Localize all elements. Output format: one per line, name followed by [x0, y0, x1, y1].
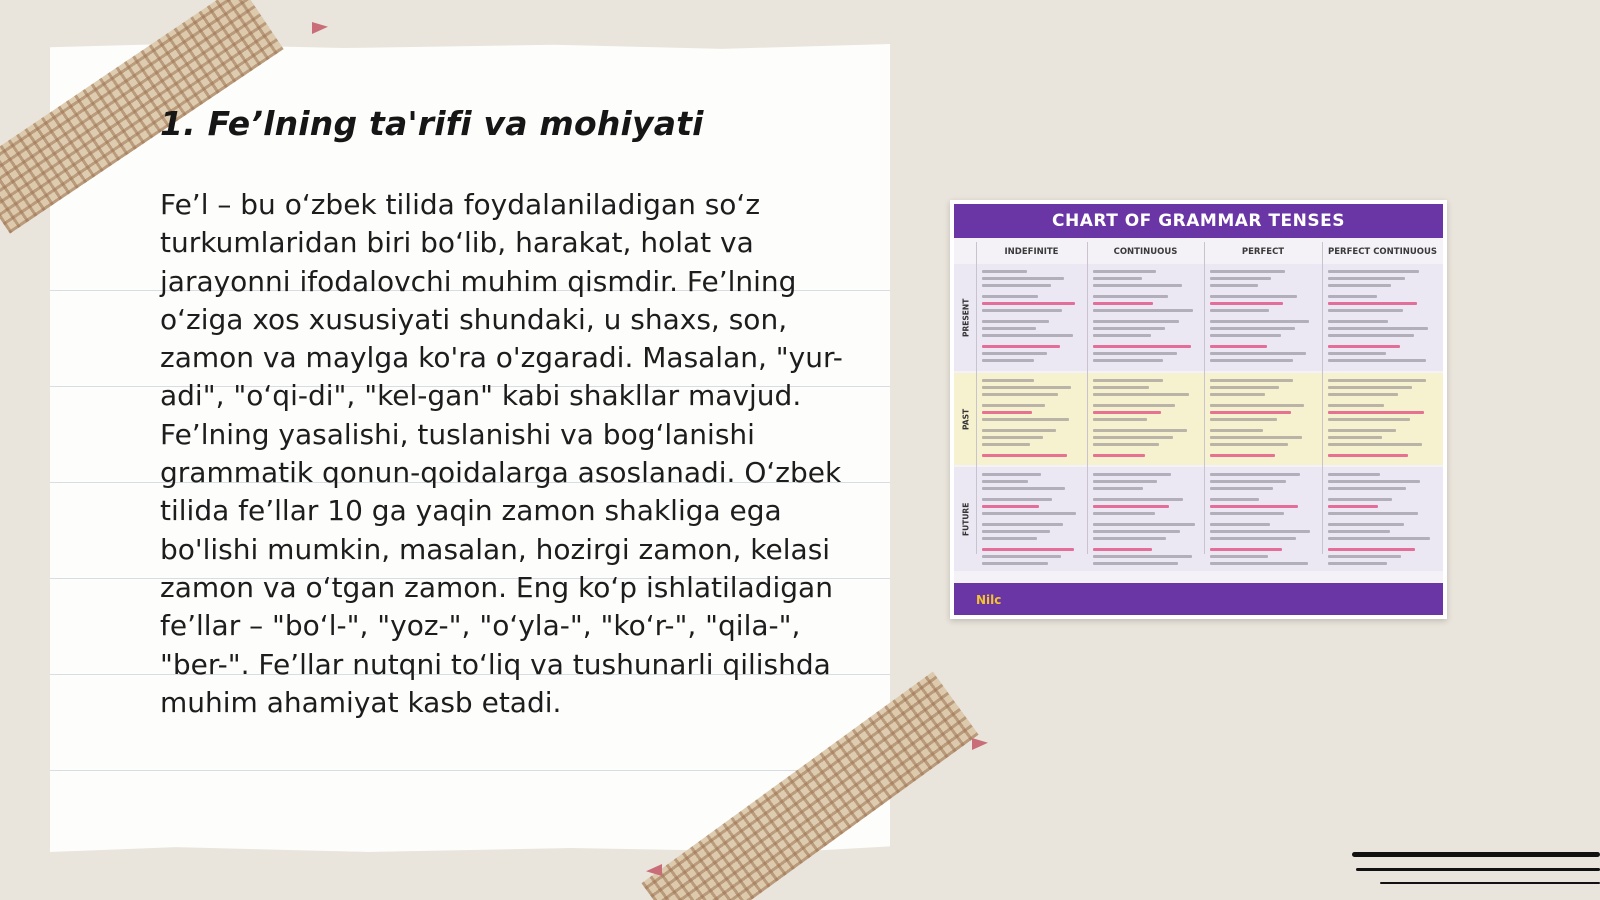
decorative-line	[1352, 852, 1600, 857]
chart-fine-print-line	[1328, 302, 1417, 305]
chart-fine-print-line	[1210, 352, 1306, 355]
chart-fine-print-line	[1093, 320, 1179, 323]
chart-fine-print-line	[982, 411, 1032, 414]
chart-fine-print-line	[982, 548, 1074, 551]
chart-fine-print-line	[1093, 473, 1171, 476]
chart-fine-print-line	[1093, 555, 1192, 558]
chart-fine-print-line	[982, 309, 1062, 312]
chart-fine-print-line	[1210, 480, 1286, 483]
chart-fine-print-line	[1210, 418, 1277, 421]
chart-fine-print-line	[1328, 480, 1420, 483]
chart-fine-print-line	[1093, 523, 1195, 526]
chart-fine-print-line	[982, 352, 1047, 355]
chart-fine-print-line	[1093, 436, 1173, 439]
chart-row-label-past: PAST	[961, 408, 971, 430]
chart-fine-print-line	[1328, 334, 1414, 337]
chart-fine-print-line	[982, 454, 1067, 457]
chart-fine-print-line	[1210, 295, 1297, 298]
chart-fine-print-line	[1328, 379, 1426, 382]
chart-image-content	[954, 204, 1443, 615]
chart-fine-print-line	[1210, 379, 1293, 382]
chart-column-perfect: PERFECT	[1241, 247, 1285, 257]
chart-fine-print-line	[982, 562, 1048, 565]
chart-fine-print-line	[1093, 443, 1159, 446]
chart-fine-print-line	[1210, 302, 1283, 305]
chart-fine-print-line	[982, 393, 1058, 396]
chart-fine-print-line	[1210, 537, 1296, 540]
chart-fine-print-line	[1210, 393, 1265, 396]
chart-fine-print-line	[1093, 334, 1151, 337]
tape-end-decoration	[972, 738, 988, 750]
chart-fine-print-line	[982, 480, 1028, 483]
chart-fine-print-line	[1328, 505, 1378, 508]
chart-fine-print-line	[1093, 562, 1178, 565]
chart-fine-print-line	[1210, 270, 1285, 273]
chart-fine-print-line	[982, 359, 1034, 362]
chart-fine-print-line	[1093, 454, 1145, 457]
chart-image-header: CHART OF GRAMMAR TENSES	[954, 204, 1443, 238]
chart-fine-print-line	[1328, 411, 1424, 414]
slide-body-text: Fe’l – bu o‘zbek tilida foydalaniladigan so‘z turkumlaridan biri bo‘lib, harakat, holat va jarayonni ifodalovchi muhim qismdir. Fe’lning o‘ziga xos xususiyati shundaki, u shaxs, son, zamon va maylga ko'ra o'zgaradi. Masalan, "yur-adi", "o‘qi-di", "kel-gan" kabi shakllar mavjud. Fe’lning yasalishi, tuslanishi va bog‘lanishi grammatik qonun-qoidalarga asoslanadi. O‘zbek tilida fe’llar 10 ga yaqin zamon shakliga ega bo'lishi mumkin, masalan, hozirgi zamon, kelasi zamon va o‘tgan zamon. Eng ko‘p ishlatiladigan fe’llar – "bo‘l-", "yoz-", "o‘yla-", "ko‘r-", "qila-", "ber-". Fe’llar nutqni to‘liq va tushunarli qilishda muhim ahamiyat kasb etadi.	[160, 188, 843, 719]
chart-fine-print-line	[1328, 487, 1406, 490]
chart-fine-print-line	[1328, 555, 1401, 558]
chart-fine-print-line	[1210, 277, 1271, 280]
chart-fine-print-line	[1328, 443, 1422, 446]
chart-fine-print-line	[1093, 327, 1165, 330]
chart-fine-print-line	[1093, 295, 1168, 298]
chart-fine-print-line	[1093, 429, 1187, 432]
chart-fine-print-line	[1093, 505, 1169, 508]
chart-fine-print-line	[982, 327, 1036, 330]
tape-end-decoration	[312, 22, 328, 34]
chart-fine-print-line	[1328, 345, 1400, 348]
chart-fine-print-line	[1210, 411, 1291, 414]
chart-fine-print-line	[1210, 473, 1300, 476]
chart-fine-print-line	[1210, 386, 1279, 389]
chart-fine-print-line	[1328, 309, 1403, 312]
chart-fine-print-line	[1328, 320, 1388, 323]
chart-fine-print-line	[982, 530, 1050, 533]
chart-fine-print-line	[1328, 530, 1390, 533]
chart-fine-print-line	[982, 334, 1073, 337]
chart-grid-line	[1087, 242, 1088, 554]
decorative-line	[1356, 868, 1600, 871]
chart-fine-print-line	[982, 505, 1039, 508]
chart-fine-print-line	[1093, 548, 1152, 551]
chart-fine-print-line	[1210, 454, 1275, 457]
chart-fine-print-line	[1093, 277, 1142, 280]
chart-fine-print-line	[1328, 512, 1418, 515]
chart-fine-print-line	[1328, 418, 1410, 421]
chart-fine-print-line	[982, 379, 1034, 382]
chart-column-indefinite: INDEFINITE	[1004, 247, 1059, 257]
slide-title: 1. Fe’lning ta'rifi va mohiyati	[160, 104, 704, 143]
nilc-logo: Nilc	[976, 593, 1002, 607]
chart-fine-print-line	[982, 320, 1049, 323]
chart-fine-print-line	[1210, 523, 1270, 526]
chart-fine-print-line	[1210, 309, 1269, 312]
chart-fine-print-line	[1093, 345, 1191, 348]
chart-fine-print-line	[1210, 555, 1268, 558]
chart-fine-print-line	[1093, 379, 1163, 382]
chart-fine-print-line	[982, 443, 1030, 446]
chart-fine-print-line	[1328, 404, 1384, 407]
chart-fine-print-line	[1328, 523, 1404, 526]
chart-fine-print-line	[1210, 320, 1309, 323]
chart-fine-print-line	[1093, 302, 1153, 305]
chart-fine-print-line	[1093, 404, 1175, 407]
chart-row-label-present: PRESENT	[961, 298, 971, 337]
chart-fine-print-line	[1328, 359, 1426, 362]
chart-fine-print-line	[1328, 284, 1391, 287]
chart-fine-print-line	[1093, 386, 1149, 389]
chart-fine-print-line	[1328, 562, 1387, 565]
chart-fine-print-line	[1093, 480, 1157, 483]
chart-fine-print-line	[982, 498, 1052, 501]
chart-fine-print-line	[1093, 270, 1156, 273]
chart-fine-print-line	[1093, 284, 1182, 287]
chart-grid-line	[1322, 242, 1323, 554]
chart-fine-print-line	[982, 512, 1076, 515]
chart-fine-print-line	[1093, 359, 1163, 362]
chart-fine-print-line	[982, 418, 1069, 421]
chart-fine-print-line	[1328, 537, 1430, 540]
chart-fine-print-line	[1093, 487, 1143, 490]
chart-fine-print-line	[982, 555, 1061, 558]
chart-grid-line	[976, 242, 977, 554]
chart-fine-print-line	[1210, 530, 1310, 533]
chart-fine-print-line	[1328, 454, 1408, 457]
chart-fine-print-line	[1093, 411, 1161, 414]
chart-fine-print-line	[1328, 352, 1386, 355]
chart-fine-print-line	[1210, 359, 1293, 362]
chart-fine-print-line	[1210, 404, 1304, 407]
chart-fine-print-line	[1210, 327, 1295, 330]
chart-fine-print-line	[982, 270, 1027, 273]
chart-image-footer	[954, 583, 1443, 615]
chart-fine-print-line	[1210, 334, 1281, 337]
chart-fine-print-line	[1093, 537, 1166, 540]
chart-fine-print-line	[982, 404, 1045, 407]
chart-fine-print-line	[1210, 345, 1267, 348]
chart-fine-print-line	[1093, 393, 1189, 396]
chart-column-continuous: CONTINUOUS	[1113, 247, 1178, 257]
chart-fine-print-line	[1328, 270, 1419, 273]
chart-fine-print-line	[1210, 505, 1298, 508]
chart-fine-print-line	[982, 487, 1065, 490]
chart-fine-print-line	[1328, 295, 1377, 298]
chart-fine-print-line	[1210, 487, 1273, 490]
chart-fine-print-line	[1210, 548, 1282, 551]
chart-fine-print-line	[1210, 443, 1288, 446]
paper-rule	[50, 770, 890, 771]
chart-fine-print-line	[1210, 429, 1263, 432]
grammar-tenses-chart-image	[950, 200, 1447, 619]
chart-fine-print-line	[1093, 352, 1177, 355]
chart-fine-print-line	[1328, 386, 1412, 389]
chart-fine-print-line	[1210, 284, 1258, 287]
chart-grid-line	[1204, 242, 1205, 554]
chart-fine-print-line	[982, 429, 1056, 432]
decorative-line	[1380, 882, 1600, 884]
chart-fine-print-line	[1210, 436, 1302, 439]
chart-fine-print-line	[1093, 418, 1147, 421]
chart-row-label-future: FUTURE	[961, 502, 971, 536]
chart-fine-print-line	[1328, 498, 1392, 501]
chart-fine-print-line	[1210, 512, 1284, 515]
chart-fine-print-line	[982, 284, 1051, 287]
chart-fine-print-line	[982, 473, 1041, 476]
chart-fine-print-line	[1093, 530, 1180, 533]
chart-fine-print-line	[1328, 436, 1382, 439]
chart-fine-print-line	[1093, 309, 1193, 312]
chart-fine-print-line	[1210, 562, 1308, 565]
chart-fine-print-line	[982, 345, 1060, 348]
chart-fine-print-line	[1093, 498, 1183, 501]
chart-fine-print-line	[1328, 473, 1380, 476]
chart-fine-print-line	[1093, 512, 1155, 515]
chart-fine-print-line	[1328, 429, 1396, 432]
chart-fine-print-line	[1328, 393, 1398, 396]
chart-fine-print-line	[982, 537, 1037, 540]
chart-fine-print-line	[982, 523, 1063, 526]
chart-fine-print-line	[982, 436, 1043, 439]
chart-fine-print-line	[1328, 548, 1415, 551]
chart-fine-print-line	[1328, 277, 1405, 280]
chart-column-perfect-continuous: PERFECT CONTINUOUS	[1328, 247, 1437, 257]
chart-fine-print-line	[982, 302, 1075, 305]
chart-fine-print-line	[1210, 498, 1259, 501]
chart-fine-print-line	[1328, 327, 1428, 330]
chart-fine-print-line	[982, 295, 1038, 298]
chart-fine-print-line	[982, 386, 1071, 389]
chart-fine-print-line	[982, 277, 1064, 280]
